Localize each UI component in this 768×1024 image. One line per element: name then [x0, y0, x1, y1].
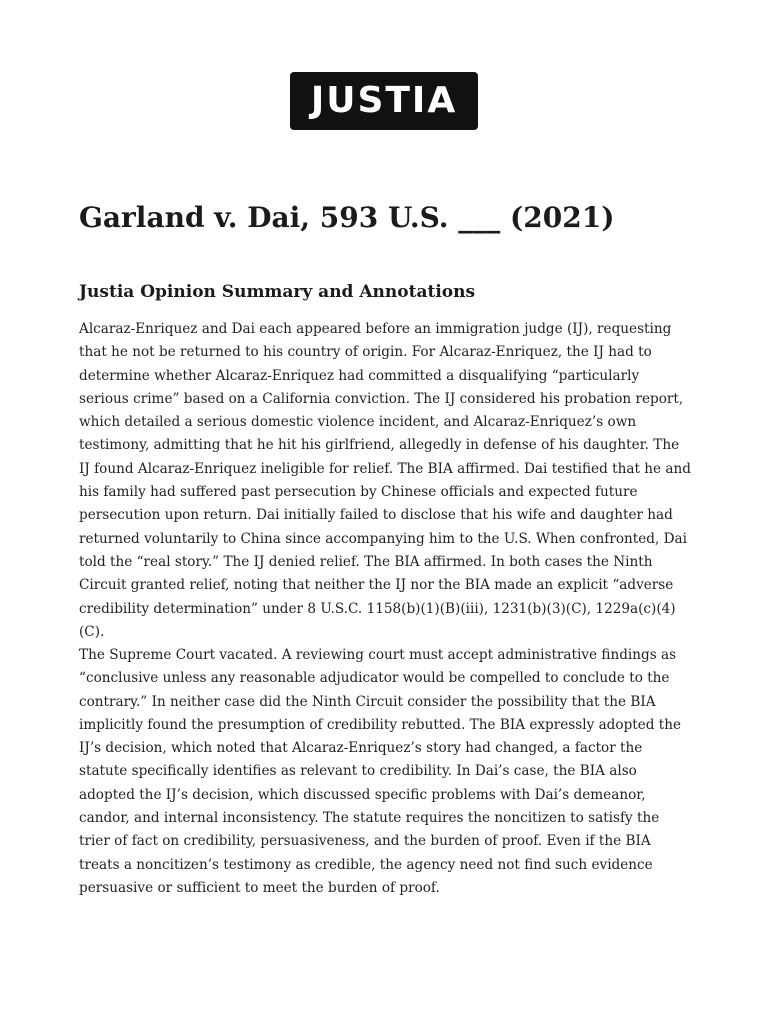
- summary-heading: Justia Opinion Summary and Annotations: [79, 282, 476, 302]
- case-title: Garland v. Dai, 593 U.S. ___ (2021): [79, 201, 615, 234]
- logo-container: [0, 72, 768, 130]
- justia-logo[interactable]: JUSTIA: [290, 72, 478, 130]
- summary-paragraph: Alcaraz-Enriquez and Dai each appeared before an immigration judge (IJ), requesting that he not be returned to his country of origin. For Alcaraz-Enriquez, the IJ had to determine whether Alcaraz-Enriquez had committed a disqualifying “particularly serious crime” based on a California conviction. The IJ considered his probation report, which detailed a serious domestic violence incident, and Alcaraz-Enriquez’s own testimony, admitting that he hit his girlfriend, allegedly in defense of his daughter. The IJ found Alcaraz-Enriquez ineligible for relief. The BIA affirmed. Dai testified that he and his family had suffered past persecution by Chinese officials and expected future persecution upon return. Dai initially failed to disclose that his wife and daughter had returned voluntarily to China since accompanying him to the U.S. When confronted, Dai told the “real story.” The IJ denied relief. The BIA affirmed. In both cases the Ninth Circuit granted relief, noting that neither the IJ nor the BIA made an explicit “adverse credibility determination” under 8 U.S.C. 1158(b)(1)(B)(iii), 1231(b)(3)(C), 1229a(c)(4)(C).: [79, 321, 691, 640]
- summary-paragraph: The Supreme Court vacated. A reviewing court must accept administrative findings as “conclusive unless any reasonable adjudicator would be compelled to conclude to the contrary.” In neither case did the Ninth Circuit consider the possibility that the BIA implicitly found the presumption of credibility rebutted. The BIA expressly adopted the IJ’s decision, which noted that Alcaraz-Enriquez’s story had changed, a factor the statute specifically identifies as relevant to credibility. In Dai’s case, the BIA also adopted the IJ’s decision, which discussed specific problems with Dai’s demeanor, candor, and internal inconsistency. The statute requires the noncitizen to satisfy the trier of fact on credibility, persuasiveness, and the burden of proof. Even if the BIA treats a noncitizen’s testimony as credible, the agency need not find such evidence persuasive or sufficient to meet the burden of proof.: [79, 647, 682, 896]
